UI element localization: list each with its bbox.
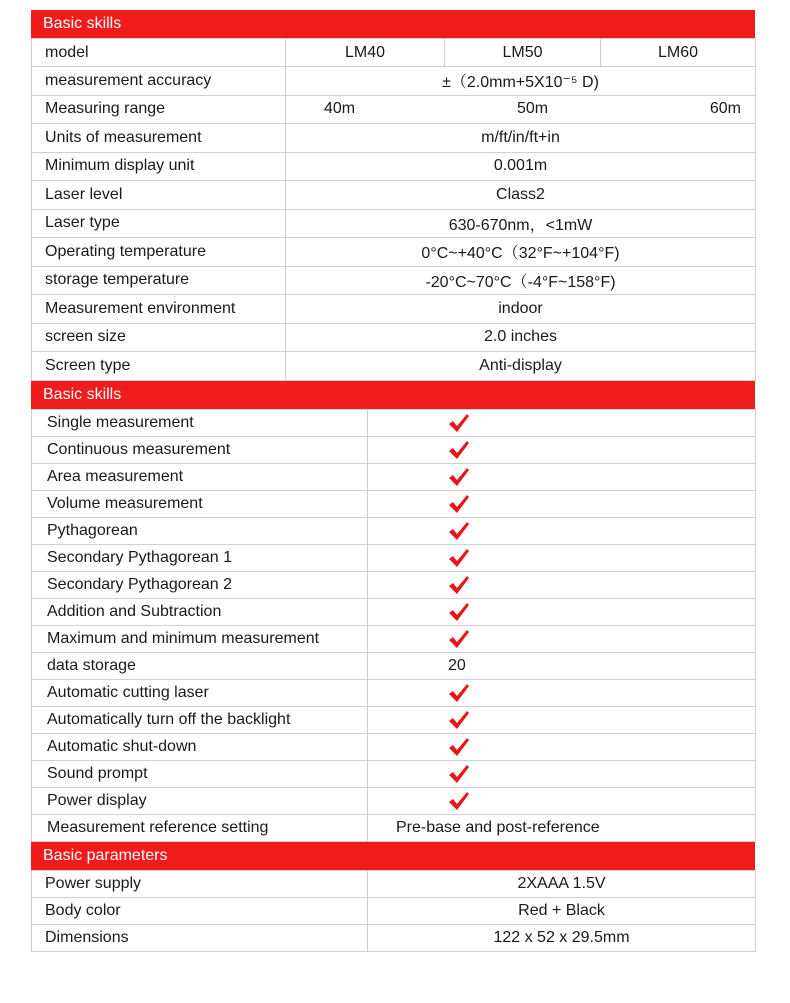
feature-support-cell bbox=[368, 409, 756, 436]
table-row bbox=[32, 679, 756, 706]
row-value: 2XAAA 1.5V bbox=[368, 870, 756, 897]
row-label: Dimensions bbox=[32, 924, 368, 951]
table-row bbox=[32, 598, 756, 625]
row-value: Class2 bbox=[286, 181, 756, 210]
table-row bbox=[32, 463, 756, 490]
feature-support-cell bbox=[368, 436, 756, 463]
table-row bbox=[32, 544, 756, 571]
feature-support-cell bbox=[368, 625, 756, 652]
features-table bbox=[31, 409, 756, 842]
red-checkmark-icon bbox=[448, 764, 470, 784]
row-value: Red + Black bbox=[368, 897, 756, 924]
table-row bbox=[32, 787, 756, 814]
table-row bbox=[32, 67, 756, 96]
row-value: 122 x 52 x 29.5mm bbox=[368, 924, 756, 951]
table-row bbox=[32, 924, 756, 951]
section-header-basic-skills: Basic skills bbox=[31, 10, 755, 38]
red-checkmark-icon bbox=[448, 710, 470, 730]
table-row bbox=[32, 181, 756, 210]
red-checkmark-icon bbox=[448, 521, 470, 541]
row-label: Operating temperature bbox=[32, 238, 286, 267]
feature-support-cell bbox=[368, 679, 756, 706]
table-row bbox=[32, 870, 756, 897]
table-row bbox=[32, 238, 756, 267]
red-checkmark-icon bbox=[448, 629, 470, 649]
row-label: Measuring range bbox=[32, 95, 286, 124]
row-label: screen size bbox=[32, 323, 286, 352]
feature-label: Automatic shut-down bbox=[32, 733, 368, 760]
row-value: 2.0 inches bbox=[286, 323, 756, 352]
red-checkmark-icon bbox=[448, 413, 470, 433]
table-row bbox=[32, 209, 756, 238]
red-checkmark-icon bbox=[448, 602, 470, 622]
table-row bbox=[32, 152, 756, 181]
red-checkmark-icon bbox=[448, 575, 470, 595]
table-row bbox=[32, 409, 756, 436]
table-row bbox=[32, 436, 756, 463]
table-row bbox=[32, 652, 756, 679]
feature-value: 20 bbox=[368, 652, 756, 679]
feature-support-cell bbox=[368, 490, 756, 517]
feature-support-cell bbox=[368, 598, 756, 625]
table-row bbox=[32, 95, 756, 124]
model-lm40: LM40 bbox=[286, 39, 445, 67]
feature-label: Single measurement bbox=[32, 409, 368, 436]
table-row bbox=[32, 733, 756, 760]
feature-support-cell bbox=[368, 571, 756, 598]
feature-label: Area measurement bbox=[32, 463, 368, 490]
table-row bbox=[32, 124, 756, 153]
parameters-table bbox=[31, 870, 756, 952]
row-value: Anti-display bbox=[286, 352, 756, 381]
feature-label: Power display bbox=[32, 787, 368, 814]
section-header-basic-skills-2: Basic skills bbox=[31, 381, 755, 409]
row-label: Laser type bbox=[32, 209, 286, 238]
red-checkmark-icon bbox=[448, 548, 470, 568]
row-label: Screen type bbox=[32, 352, 286, 381]
feature-label: Sound prompt bbox=[32, 760, 368, 787]
row-value: 630-670nm，<1mW bbox=[286, 209, 756, 238]
table-row bbox=[32, 814, 756, 841]
feature-label: Continuous measurement bbox=[32, 436, 368, 463]
row-label: Laser level bbox=[32, 181, 286, 210]
red-checkmark-icon bbox=[448, 494, 470, 514]
table-row bbox=[32, 571, 756, 598]
table-row bbox=[32, 706, 756, 733]
red-checkmark-icon bbox=[448, 791, 470, 811]
table-row bbox=[32, 760, 756, 787]
row-value: indoor bbox=[286, 295, 756, 324]
row-label: measurement accuracy bbox=[32, 67, 286, 96]
feature-label: Measurement reference setting bbox=[32, 814, 368, 841]
range-lm60: 60m bbox=[709, 100, 741, 118]
row-label: storage temperature bbox=[32, 266, 286, 295]
feature-support-cell bbox=[368, 787, 756, 814]
red-checkmark-icon bbox=[448, 467, 470, 487]
feature-label: Secondary Pythagorean 1 bbox=[32, 544, 368, 571]
feature-label: Maximum and minimum measurement bbox=[32, 625, 368, 652]
range-lm50: 50m bbox=[516, 100, 549, 118]
feature-value: Pre-base and post-reference bbox=[368, 814, 756, 841]
row-label: Minimum display unit bbox=[32, 152, 286, 181]
feature-label: Automatic cutting laser bbox=[32, 679, 368, 706]
range-cell bbox=[286, 95, 756, 124]
section-header-basic-parameters: Basic parameters bbox=[31, 842, 755, 870]
model-lm60: LM60 bbox=[601, 39, 756, 67]
feature-label: Addition and Subtraction bbox=[32, 598, 368, 625]
row-label: Measurement environment bbox=[32, 295, 286, 324]
row-value: m/ft/in/ft+in bbox=[286, 124, 756, 153]
table-row bbox=[32, 323, 756, 352]
specs-table bbox=[31, 38, 756, 381]
table-row bbox=[32, 39, 756, 67]
feature-support-cell bbox=[368, 517, 756, 544]
row-value: -20°C~70°C（-4°F~158°F) bbox=[286, 266, 756, 295]
feature-label: Volume measurement bbox=[32, 490, 368, 517]
feature-label: Secondary Pythagorean 2 bbox=[32, 571, 368, 598]
row-label: Units of measurement bbox=[32, 124, 286, 153]
table-row bbox=[32, 517, 756, 544]
red-checkmark-icon bbox=[448, 440, 470, 460]
feature-label: data storage bbox=[32, 652, 368, 679]
feature-label: Automatically turn off the backlight bbox=[32, 706, 368, 733]
red-checkmark-icon bbox=[448, 683, 470, 703]
feature-support-cell bbox=[368, 463, 756, 490]
feature-support-cell bbox=[368, 706, 756, 733]
row-label: Body color bbox=[32, 897, 368, 924]
model-label: model bbox=[32, 39, 286, 67]
table-row bbox=[32, 266, 756, 295]
model-lm50: LM50 bbox=[445, 39, 601, 67]
table-row bbox=[32, 490, 756, 517]
row-label: Power supply bbox=[32, 870, 368, 897]
range-lm40: 40m bbox=[324, 100, 356, 118]
spec-sheet bbox=[31, 10, 755, 952]
table-row bbox=[32, 295, 756, 324]
feature-support-cell bbox=[368, 733, 756, 760]
row-value: ±（2.0mm+5X10⁻⁵ D) bbox=[286, 67, 756, 96]
table-row bbox=[32, 625, 756, 652]
row-value: 0.001m bbox=[286, 152, 756, 181]
table-row bbox=[32, 352, 756, 381]
feature-label: Pythagorean bbox=[32, 517, 368, 544]
feature-support-cell bbox=[368, 760, 756, 787]
table-row bbox=[32, 897, 756, 924]
feature-support-cell bbox=[368, 544, 756, 571]
row-value: 0°C~+40°C（32°F~+104°F) bbox=[286, 238, 756, 267]
red-checkmark-icon bbox=[448, 737, 470, 757]
